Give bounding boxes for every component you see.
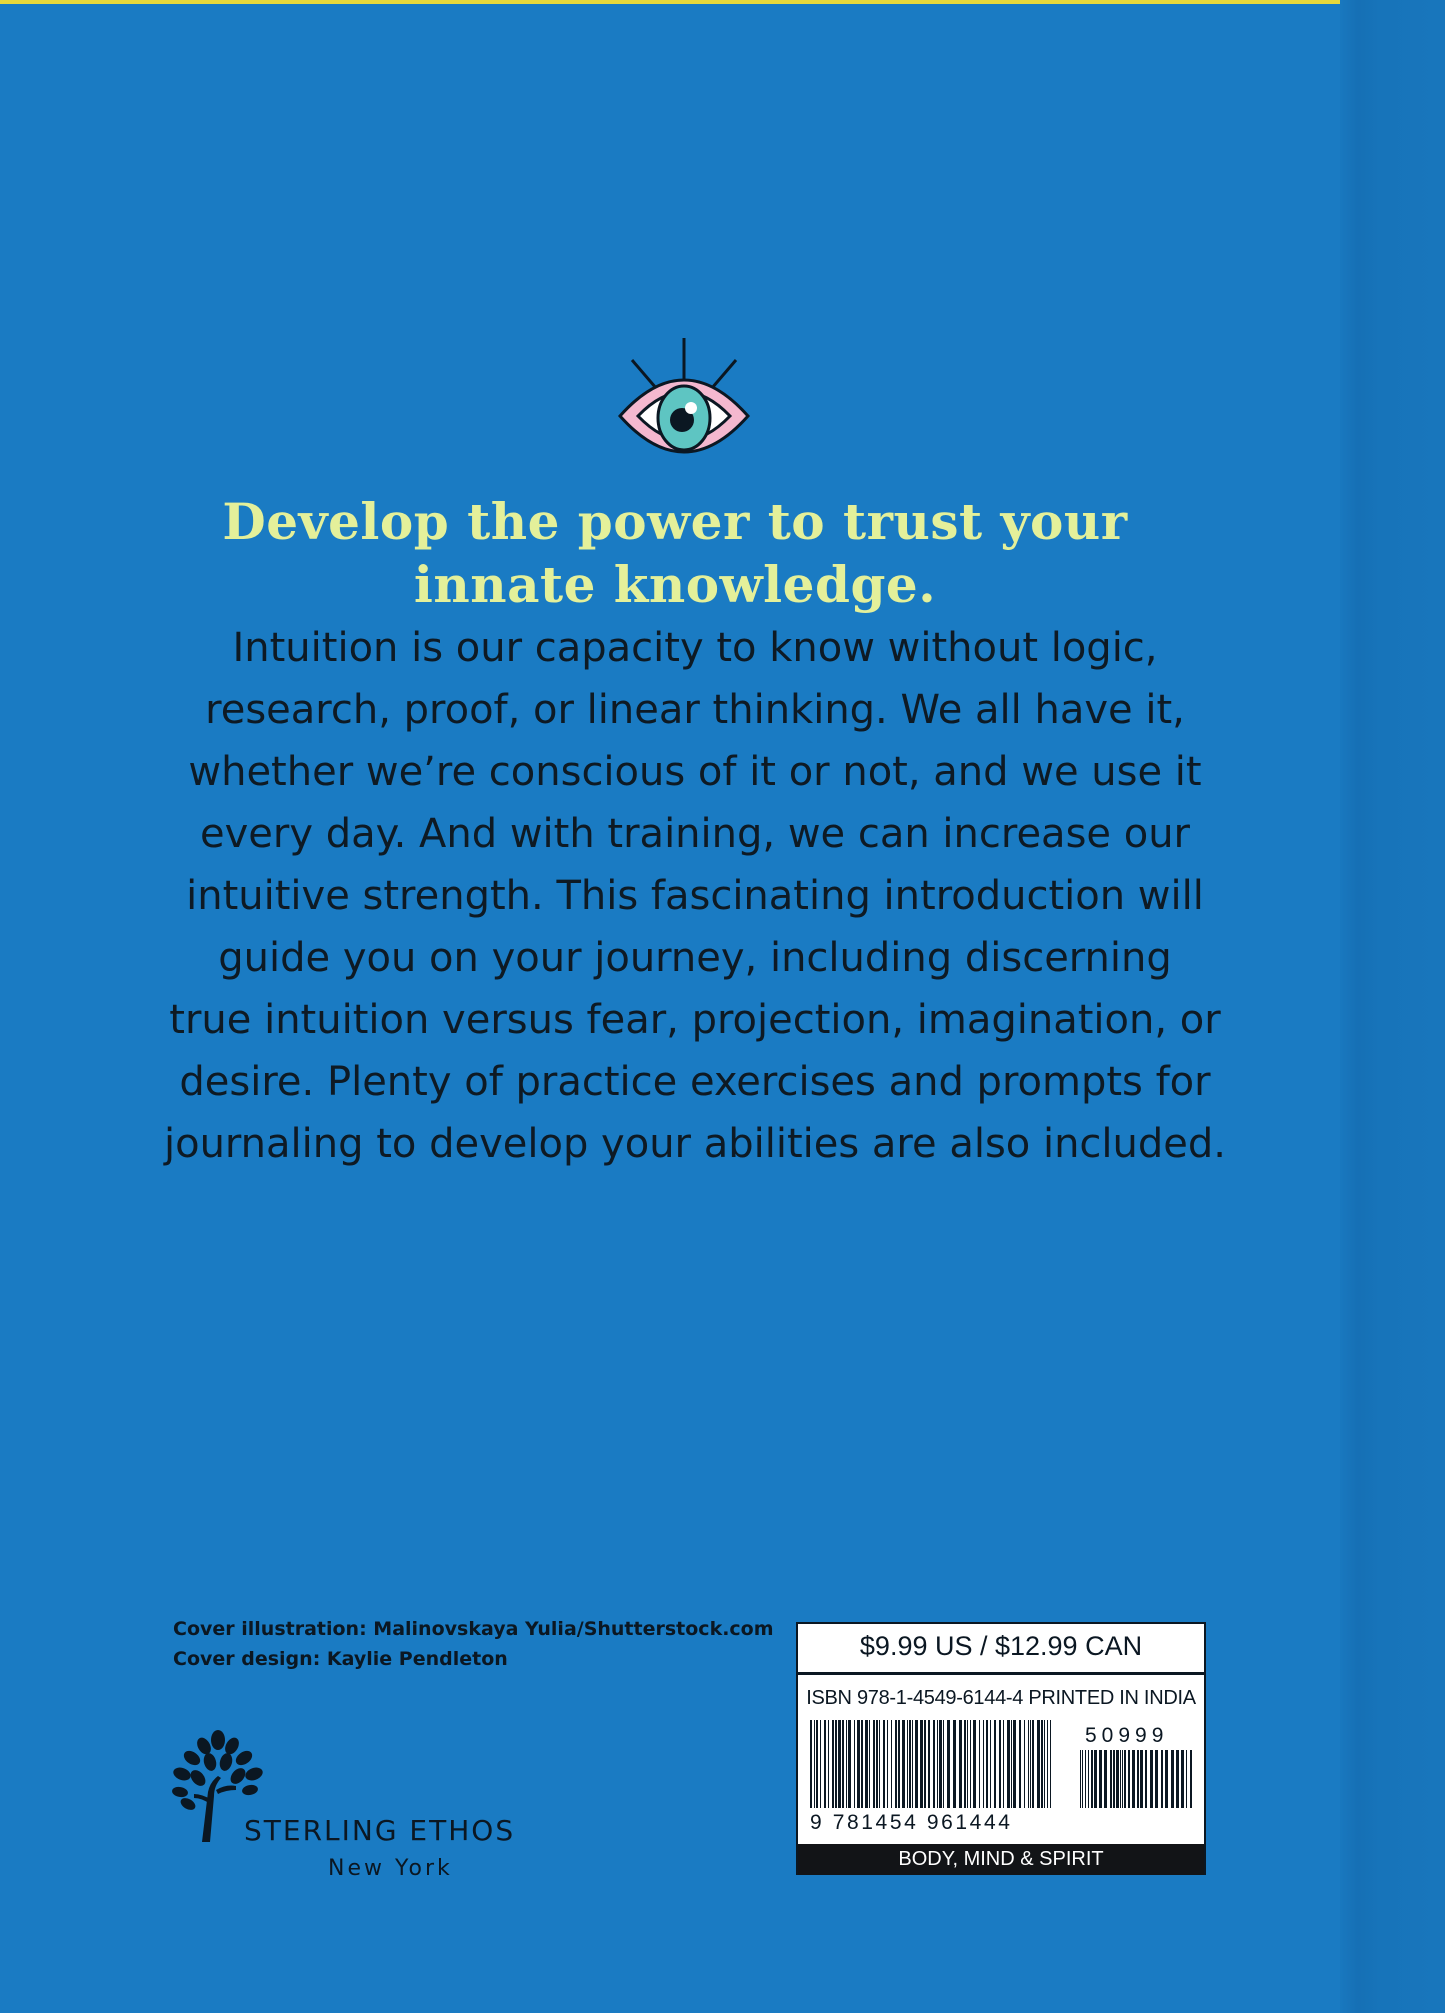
publisher-logo [168,1730,568,1880]
blurb-line: intuitive strength. This fascinating introduction will [186,873,1204,919]
publisher-name: STERLING ETHOS [244,1814,516,1847]
spine-shadow [1340,0,1445,2013]
blurb-line: journaling to develop your abilities are also included. [163,1121,1226,1167]
top-edge-rule [0,0,1445,4]
blurb-line: research, proof, or linear thinking. We all have it, [205,687,1185,733]
blurb-line: desire. Plenty of practice exercises and prompts for [179,1059,1211,1105]
headline-line-2: innate knowledge. [413,555,937,614]
cover-credits [173,1614,774,1674]
blurb-line: Intuition is our capacity to know without logic, [232,625,1158,671]
ean-digits: 9 781454 961444 [810,1811,1013,1834]
addon-digits: 50999 [1085,1724,1169,1747]
barcode-label [796,1622,1206,1875]
blurb-line: whether we’re conscious of it or not, and we use it [188,749,1202,795]
price-divider [798,1672,1204,1675]
blurb-line: true intuition versus fear, projection, imagination, or [169,997,1221,1043]
eye-icon [616,334,752,464]
category-label: BODY, MIND & SPIRIT [798,1844,1204,1875]
headline [140,490,1210,616]
price-label: $9.99 US / $12.99 CAN [859,1631,1143,1661]
illustration-credit: Cover illustration: Malinovskaya Yulia/Shutterstock.com [173,1618,774,1640]
headline-line-1: Develop the power to trust your [222,492,1128,551]
blurb-line: guide you on your journey, including discerning [218,935,1172,981]
design-credit: Cover design: Kaylie Pendleton [173,1648,508,1670]
blurb-paragraph [150,617,1240,1175]
publisher-city: New York [328,1856,453,1881]
isbn-line: ISBN 978-1-4549-6144-4 PRINTED IN INDIA [806,1687,1196,1709]
blurb-line: every day. And with training, we can increase our [200,811,1190,857]
